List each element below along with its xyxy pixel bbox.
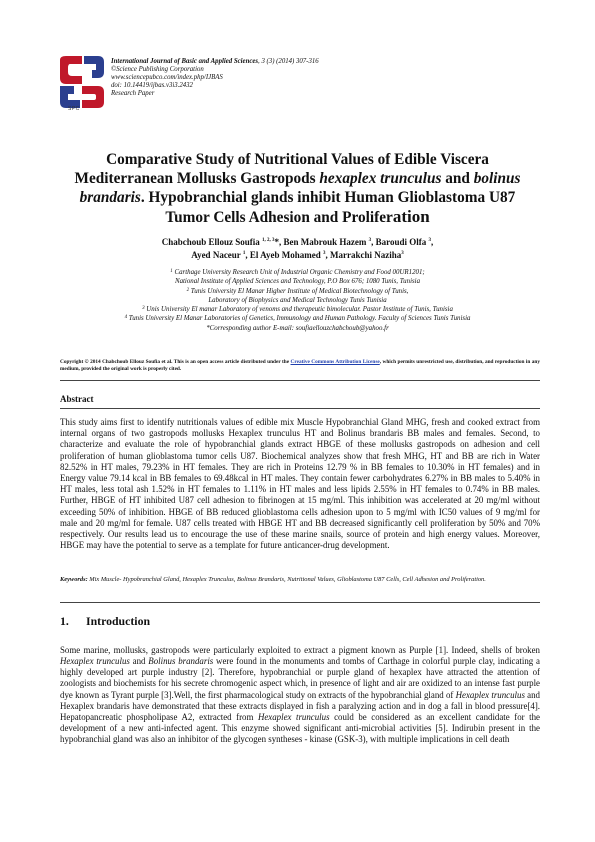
species-name: Bolinus brandaris (148, 656, 214, 667)
species-name: Hexaplex trunculus (257, 711, 330, 722)
author: , El Ayeb Mohamed (245, 249, 323, 260)
affiliation-mark: 1, 2, 3 (262, 238, 275, 243)
body-text: and Hexaplex brandaris have demonstrated that these extracts displayed in fish a paralyzing action and in dog a fall in blood pressure[4]. Hepatopancreatic phospholipase A2, extracted from (60, 689, 540, 722)
species-name: Hexaplex trunculus (455, 689, 525, 700)
keywords (60, 576, 540, 585)
affiliation-line: Carthage University Research Unit of Industrial Organic Chemistry and Food 00UR1201; (172, 269, 425, 276)
copyright-text: , which permits unrestricted use, distribution, and reproduction in any medium, provided the original work is properly cited. (60, 359, 540, 373)
author: *, Ben Mabrouk Hazem (274, 237, 369, 247)
title-part: ation (392, 207, 430, 226)
abstract-heading: Abstract (60, 394, 94, 404)
article-type: Research Paper (111, 90, 155, 98)
paper-title (60, 150, 535, 227)
body-text: Some marine, mollusks, gastropods were particularly exploited to extract a pigment known as Purple [1]. Indeed, shells of broken (60, 645, 540, 655)
affiliation-line: Tunis University El Manar Higher Institute of Medical Biotechnology of Tunis, (189, 287, 409, 295)
affiliation-number: 1 (170, 269, 173, 274)
abstract-body: This study aims first to identify nutritionals values of edible mix Muscle Hypobranchial Gland MHG, fresh and cooked extract from internal organs of two gastropods mollusks Hexaplex trunculus HT and Bolinus brandaris BB males and females. Second, to characterize and evaluate the role of hypobranchial glands extract HBGE of these mollusks gastropods on adhesion and cell proliferation of human glioblastoma tumor cells U87. Biochemical analyzes show that fresh MHG, HT and BB are rich in Water 82.52% in HT males, 79.23% in HT females. They are rich in Proteins 12.79 % in BB females to 10.30% in HT females) and in Energy value 79.14 kcal in BB females to 69.48kcal in HT males. They contain fewer carbohydrates 6.27% in BB males to 5.40% in HT males, less total ash 1.52% in HT females to 1.11% in HT males and less lipids 2.55% in HT females to 0.74% in BB males. Further, HBGE of HT inhibited U87 cell adhesion to fibrinogen at 15 mg/ml. This inhibition was accelerated at 20 mg/ml without exceeding 50% of inhibition. HBGE of BB reduced glioblastoma cells adhesion upon to 5 mg/ml with IC50 values of 9 mg/ml for male and 20 mg/ml for female. U87 cells treated with HBGE HT and BB decreased significantly cell proliferation by 50% and 70% respectively. Our results lead us to encourage the use of these marine snails, source of protein and high energy values. Moreover, HBGE may have the potential to serve as a template for future anticancer-drug development. (60, 417, 540, 551)
body-text: were found in the monuments and tombs of Carthage in colorful purple clay, indicating a highly developed art purple industry [2]. Therefore, hypobranchial or purple gland of hexaplex have attracted the attention of zoologists and biochemists for his secrete chromogenic aspect which, in presence of light and air are oxidized to an intense fast purple dye known as Tyrant purple [3].Well, the first pharmacological study on extracts of the hypobranchial gland of (60, 656, 540, 700)
license-link[interactable]: Creative Commons Attribution License (290, 359, 380, 365)
affiliation-mark: 1 (242, 250, 246, 256)
species-name: Hexaplex trunculus (60, 656, 130, 667)
affiliations (60, 268, 535, 333)
publisher-line: ©Science Publishing Corporation (111, 66, 204, 74)
body-text: and (129, 656, 149, 667)
affiliation-line: Laboratory of Biophysics and Medical Technology Tunis Tunisia (208, 296, 387, 304)
affiliation-line: Unis University El manar Laboratory of venoms and therapeutic bimolecular. Pastor Institute of Tunis, Tunisia (144, 306, 453, 314)
publisher-logo (56, 54, 108, 110)
title-species: bolinus brandaris (79, 170, 521, 206)
affiliation-mark: 3 (401, 250, 404, 256)
affiliation-mark: 3 (428, 238, 431, 243)
affiliation-line: National Institute of Applied Sciences and Technology, P.O Box 676; 1080 Tunis, Tunisia (174, 278, 421, 286)
journal-header (111, 58, 551, 98)
copyright-text: Copyright © 2014 Chabchoub Ellouz Soufia et al. This is an open access article distributed under the (60, 359, 291, 365)
journal-name: International Journal of Basic and Applied Sciences (111, 58, 259, 65)
author-list (60, 236, 535, 261)
affiliation-mark: 3 (368, 238, 372, 243)
journal-url[interactable]: www.sciencepubco.com/index.php/IJBAS (111, 74, 223, 82)
doi: doi: 10.14419/ijbas.v3i3.2432 (111, 82, 193, 90)
section-heading (60, 614, 150, 629)
title-species: hexaplex trunculus (319, 170, 442, 187)
author: , Baroudi Olfa (371, 237, 429, 247)
affiliation-number: 4 (124, 315, 128, 321)
keywords-text: Mix Muscle- Hypobranchial Gland, Hexaplex Trunculus, Bolinus Brandaris, Nutritional Values, Glioblastoma U87 Cells, Cell Adhesion and Proliferation. (87, 576, 486, 583)
author: , Marrakchi Naziha (325, 249, 402, 260)
title-part: and (441, 170, 474, 187)
divider (60, 602, 540, 603)
introduction-body (60, 645, 540, 745)
journal-volume: , 3 (3) (2014) 307-316 (258, 58, 319, 65)
divider (60, 380, 540, 381)
divider (60, 408, 540, 409)
section-title: Introduction (86, 614, 151, 628)
author-sep: , (431, 237, 434, 247)
author: Chabchoub Ellouz Soufia (161, 237, 263, 247)
title-part: . Hypobranchial glands inhibit Human Glioblastoma U87 Tumor Cells Adhesion and Prolifer (140, 189, 516, 226)
keywords-label: Keywords: (60, 576, 88, 583)
section-number: 1. (60, 614, 69, 628)
affiliation-number: 3 (142, 306, 145, 312)
affiliation-number: 2 (186, 287, 190, 293)
affiliation-line: Tunis University El Manar Laboratories of Genetics, Immunology and Human Pathology. Faculty of Sciences Tunis Tunisia (127, 315, 471, 323)
author: Ayed Naceur (191, 249, 243, 260)
copyright-notice (60, 359, 540, 374)
body-text: could be considered as an excellent candidate for the development of a new anti-infected agent. This enzyme showed significant anti-microbial activities [5]. Indirubin present in the hypobranchial gland was also an inhibitor of the glycogen syntheses - kinase (GSK-3), with multiple implications in cell death (60, 711, 540, 745)
affiliation-mark: 3 (323, 250, 326, 256)
logo-text: SPC (68, 106, 80, 112)
title-part: Comparative Study of Nutritional Values of Edible Viscera Mediterranean Mollusks Gastropods (74, 151, 489, 187)
corresponding-author: *Corresponding author E-mail: soufiaellouzchabchoub@yahoo.fr (206, 324, 389, 332)
